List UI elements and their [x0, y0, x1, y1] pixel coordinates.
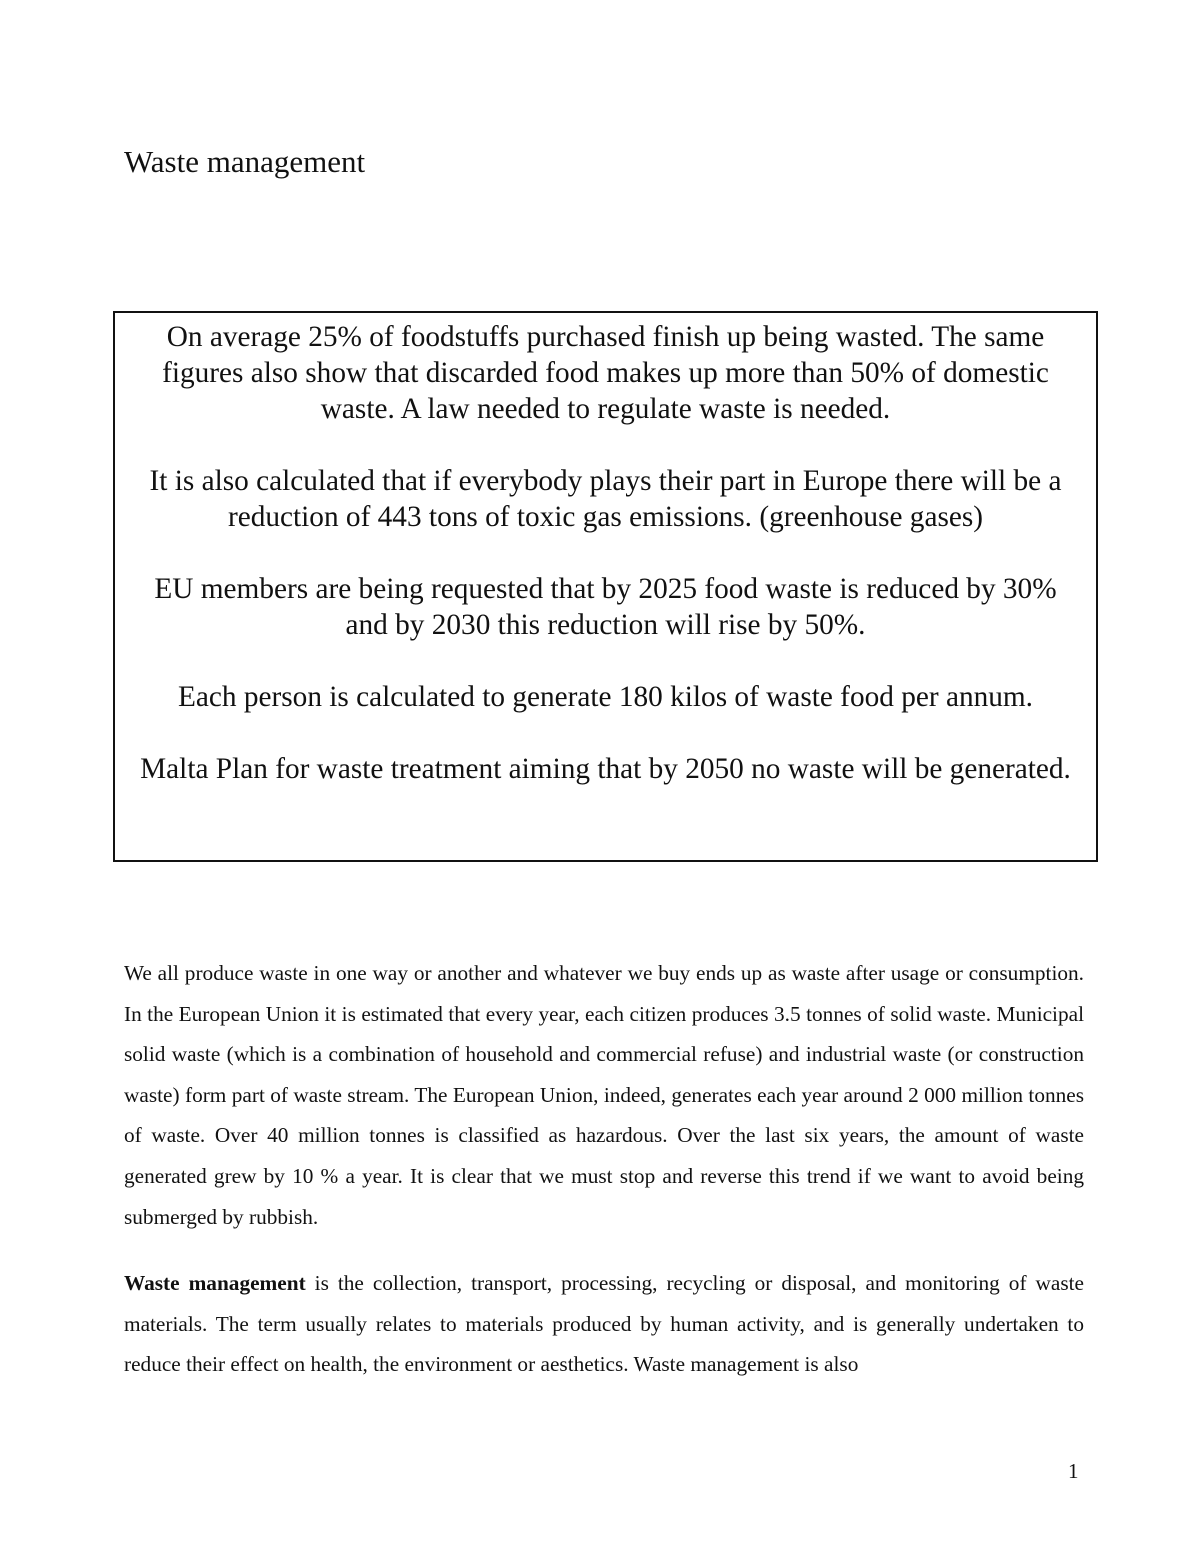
callout-paragraph-per-person: Each person is calculated to generate 180 kilos of waste food per annum. — [177, 681, 1034, 713]
body-paragraph-definition — [124, 1263, 1084, 1385]
defined-term: Waste management — [124, 1271, 306, 1296]
callout-paragraph-malta-plan: Malta Plan for waste treatment aiming that by 2050 no waste will be generated. — [140, 753, 1071, 785]
page-number: 1 — [1068, 1459, 1079, 1483]
highlight-box — [113, 311, 1098, 862]
definition-text: is the collection, transport, processing, recycling or disposal, and monitoring of waste materials. The term usually relates to materials produced by human activity, and is generally undertaken to reduce their effect on health, the environment or aesthetics. Waste management is also — [124, 1271, 1084, 1377]
callout-paragraph-eu-targets: EU members are being requested that by 2025 food waste is reduced by 30% and by 2030 this reduction will rise by 50%. — [154, 573, 1057, 641]
body-paragraph-intro: We all produce waste in one way or another and whatever we buy ends up as waste after usage or consumption. In the European Union it is estimated that every year, each citizen produces 3.5 tonnes of solid waste. Municipal solid waste (which is a combination of household and commercial refuse) and industrial waste (or construction waste) form part of waste stream. The European Union, indeed, generates each year around 2 000 million tonnes of waste. Over 40 million tonnes is classified as hazardous. Over the last six years, the amount of waste generated grew by 10 % a year. It is clear that we must stop and reverse this trend if we want to avoid being submerged by rubbish. — [124, 961, 1084, 1229]
body-text — [124, 953, 1084, 1411]
callout-paragraph-emissions: It is also calculated that if everybody plays their part in Europe there will be a reduction of 443 tons of toxic gas emissions. (greenhouse gases) — [149, 465, 1062, 533]
callout-paragraph-food-waste: On average 25% of foodstuffs purchased finish up being wasted. The same figures also show that discarded food makes up more than 50% of domestic waste. A law needed to regulate waste is needed. — [162, 321, 1049, 425]
page-title: Waste management — [124, 144, 366, 179]
